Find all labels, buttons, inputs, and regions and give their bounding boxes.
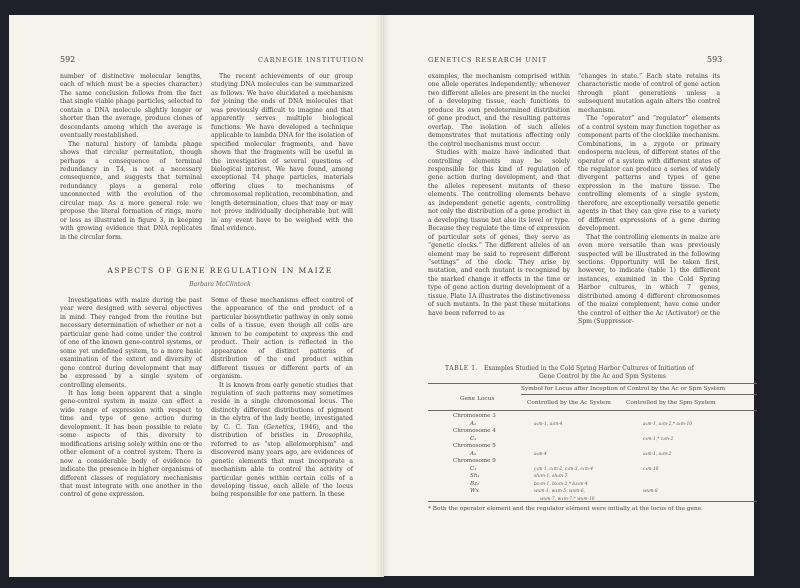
table-row-locus: Chromosome 9: [453, 458, 496, 464]
table-bottom-rule: [428, 501, 757, 502]
table-row-locus: Chromosome 4: [453, 428, 496, 434]
table-cell-spm: c₂m-1,* c₂m-2: [643, 436, 674, 442]
table-cell-spm: a₂m-1, a₂m-2: [643, 451, 672, 457]
table-header-ac: Controlled by the Ac System: [527, 400, 611, 406]
table-cell-spm: c₁m-10: [643, 466, 659, 472]
table-row-locus: Bz₁: [470, 480, 480, 487]
left-lower-col2: [211, 297, 353, 500]
table-caption: [445, 365, 760, 381]
table-cell-ac: wxm-1, wxm-5, wxm-6,: [534, 489, 586, 494]
paragraph: The natural history of lambda phage shows that circular permutation, though perhaps a consequence of terminal redundancy in T4, is not a necessary consequence, and suggests that terminal redundancy plays a general role unconnected with the evolution of the circular map. As a more general role we propose the literal formation of rings, more or less as illustrated in figure 3, in keeping with growing evidence that DNA replicates in the circular form.: [60, 140, 202, 241]
paragraph: That the controlling elements in maize are even more versatile than was previously suspected will be illustrated in the following sections. Opportunity will be taken first, however, to indicate (table 1) the different instances, examined in the Cold Spring Harbor cultures, in which 7 genes, distributed among 4 different chromosomes of the maize complement, have come under the control of either the Ac (Activator) or the Spm (Suppressor-: [578, 233, 720, 326]
table-row-locus: Wx: [470, 488, 479, 494]
table-header-gene-locus: Gene Locus: [460, 396, 495, 402]
table-label: TABLE 1.: [445, 365, 479, 372]
table-cell-ac: wxm-7, wxm-7,* wxm-10: [540, 496, 595, 502]
table-footnote: * Both the operator element and the regulator element were initially at the locus of the gene.: [428, 506, 704, 512]
table-spanner-rule: [521, 394, 757, 395]
table-row-locus: C₁: [470, 465, 477, 472]
table-row-locus: Chromosome 3: [453, 413, 496, 419]
table-cell-ac: bz₁m-1, bz₁m-2,* bz₁m-4: [534, 481, 588, 487]
paragraph: It is known from early genetic studies that regulation of such patterns may sometimes reside in a single chromosomal locus. The distinctly different distributions of pigment in the elytra of the lady beetle, investigated by C. C. Tan (Genetics, 1946), and the distribution of bristles in Drosophila, referred to as “step allelomorphism” and discovered many years ago, are evidences of genetic elements that must incorporate a mechanism able to control the activity of particular genes within certain cells of a developing tissue, each allele of the locus being responsible for one pattern. In these: [211, 381, 354, 499]
paragraph: number of distinctive molecular lengths, each of which must be a species character.) The same conclusion follows from the fact that single viable phage particles, selected to contain a DNA molecule slightly longer or shorter than the average, produce clones of descendants among which the average is eventually reestablished.: [60, 73, 202, 140]
table-cell-spm: wxm-8: [643, 489, 658, 494]
table-cell-spm: a₁m-1, a₁m-2,* a₁m-10: [643, 421, 693, 427]
left-upper-col2: [211, 73, 353, 234]
paragraph: The “operator” and “regulator” elements of a control system may function together as component parts of the clocklike mechanism. Combinations, in a zygote or primary endosperm nucleus, of different states of the operator of a system with different states of the regulator can produce a series of widely divergent patterns and types of gene expression in the mature tissue. The controlling elements of a single system, therefore, are exceptionally versatile genetic agents in that they can give rise to a variety of different expressions of a gene during development.: [578, 115, 720, 233]
left-upper-col1: [60, 73, 202, 242]
right-col2: [578, 73, 720, 327]
article-title: ASPECTS OF GENE REGULATION IN MAIZE: [107, 266, 333, 275]
table-row-locus: A₂: [470, 450, 477, 457]
table-row-locus: Sh₁: [470, 473, 480, 479]
table-cell-ac: a₁m-1, a₁m-4: [534, 421, 563, 427]
table-row-locus: A₁: [470, 420, 477, 427]
paragraph: “changes in state.” Each state retains its characteristic mode of control of gene action through plant generations unless a subsequent mutation again alters the control mechanism.: [578, 73, 720, 114]
left-page-number: 592: [60, 55, 76, 64]
table-cell-ac: sh₁m-1, sh₁m-7: [534, 474, 568, 479]
table-header-spm: Controlled by the Spm System: [626, 400, 716, 406]
left-running-head: CARNEGIE INSTITUTION: [258, 56, 365, 64]
paragraph: It has long been apparent that a single gene-control system in maize can effect a wide range of expression with respect to time and type of gene action during development. It has been possible to relate some aspects of this diversity to modifications arising solely within one or the other element of a control system. There is now a considerable body of evidence to indicate the presence in higher organisms of different classes of regulatory mechanisms that must integrate with one another in the control of gene expression.: [60, 389, 202, 499]
right-col1: [428, 73, 570, 318]
table-header-rule: [428, 410, 757, 411]
right-running-head: GENETICS RESEARCH UNIT: [428, 56, 548, 64]
table-cell-ac: c₁m-1, c₁m-2, c₁m-3, c₁m-4: [534, 466, 594, 472]
left-lower-col1: [60, 297, 202, 500]
paragraph: examples, the mechanism comprised within one allele operates independently; whenever two different alleles are present in the nuclei of a developing tissue, each functions to produce its own predetermined distribution of gene product, and the resulting patterns overlap. The isolation of such alleles demonstrates that mutations affecting only the control mechanisms must occur.: [428, 73, 570, 148]
table-title-line2: Gene Control by the Ac and Spm Systems: [539, 373, 666, 380]
paragraph: The recent achievements of our group studying DNA molecules can be summarized as follows. We have elucidated a mechanism for joining the ends of DNA molecules that was previously difficult to imagine and that apparently serves multiple biological functions. We have developed a technique applicable to lambda DNA for the isolation of specified molecular fragments, and have shown that the fragments will be useful in the investigation of several questions of biological interest. We have found, among exceptional T4 phage particles, materials offering clues to mechanisms of chromosomal replication, recombination, and length determination, clues that may or may not prove individually decipherable but will in any event have to be weighed with the final evidence.: [211, 73, 353, 233]
paragraph: Investigations with maize during the past year were designed with several objectives in mind. They ranged from the routine but necessary determination of whether or not a particular gene had come under the control of one of the known gene-control systems, or some yet undefined system, to a more basic examination of the extent and diversity of gene control during development that may be expressed by a single system of controlling elements.: [60, 297, 202, 389]
table-row-locus: C₂: [470, 435, 477, 442]
table-row-locus: Chromosome 5: [453, 443, 496, 449]
table-title-line1: Examples Studied in the Cold Spring Harbor Cultures of Initiation of: [483, 365, 694, 372]
table-top-rule: [428, 383, 757, 384]
paragraph: Some of these mechanisms effect control of the appearance of the end product of a particular biosynthetic pathway in only some cells of a tissue, even though all cells are known to be competent to express the end product. Their action is reflected in the appearance of distinct patterns of distribution of the end product within different tissues or different parts of an organism.: [211, 297, 353, 381]
paragraph: Studies with maize have indicated that controlling elements may be solely responsible for this kind of regulation of gene action during development, and that the alleles represent mutants of these elements. The controlling elements behave as independent genetic agents, controlling not only the distribution of a gene product in a developing tissue but also its level or type. Because they regulate the time of expression of particular sets of genes, they serve as “genetic clocks.” The different alleles of an element may be said to represent different “settings” of the clock. They arise by mutation, and each mutant is recognized by the marked change it effects in the time or type of gene action during development of a tissue. Plate 1A illustrates the distinctiveness of such mutants. In the past these mutations have been referred to as: [428, 149, 570, 317]
article-author: Barbara McClintock: [189, 281, 251, 288]
right-page-number: 593: [707, 55, 723, 64]
table-header-spanner: Symbol for Locus after Inception of Control by the Ac or Spm System: [521, 386, 726, 392]
book-gutter: [381, 15, 384, 577]
table-cell-ac: a₂m-4: [534, 451, 547, 457]
